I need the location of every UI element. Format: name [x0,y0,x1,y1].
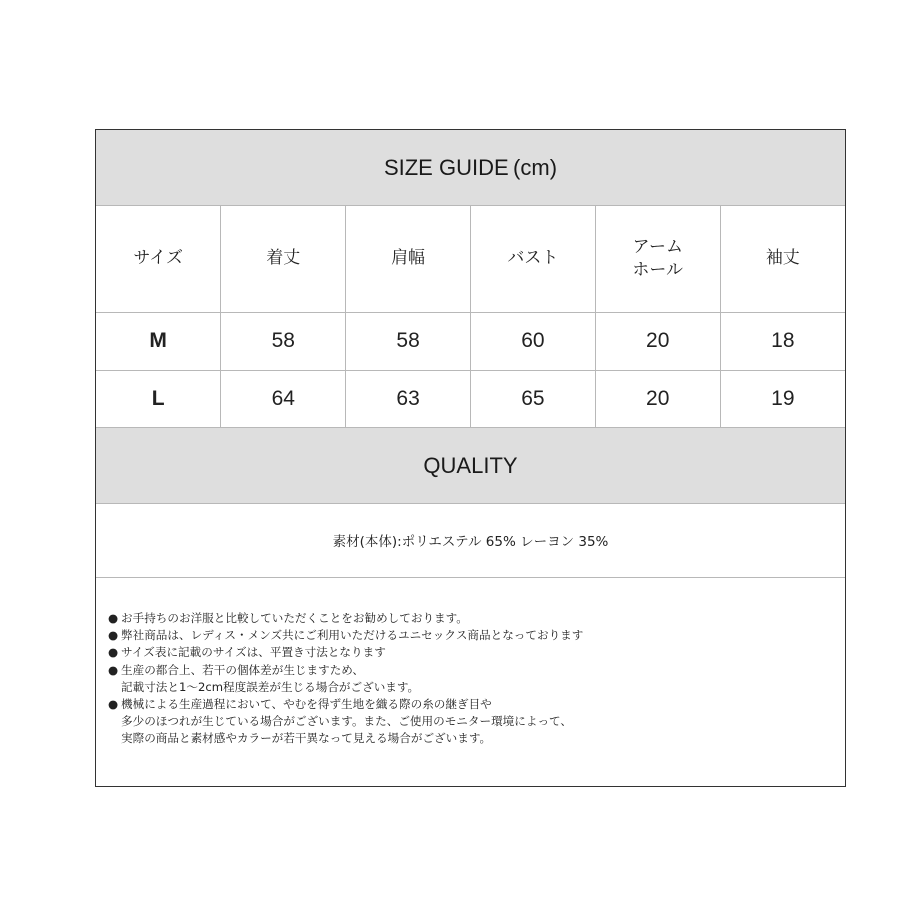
header-cell-length: 着丈 [221,205,346,313]
bullet-icon: ● [108,697,119,712]
notes-list [108,610,828,748]
value-cell: 20 [595,313,720,371]
quality-title: QUALITY [96,427,845,504]
value-cell: 18 [720,313,845,371]
material-composition: 素材(本体):ポリエステル 65% レーヨン 35% [96,503,845,578]
size-row-l [96,370,845,427]
value-cell: 58 [346,313,471,371]
size-table-header-row [96,205,845,313]
header-cell-size: サイズ [96,205,221,313]
note-item: ● 機械による生産過程において、やむを得ず生地を織る際の糸の継ぎ目や 多少のほつれが生じている場合がございます。また、ご使用のモニター環境によって、 実際の商品と素材感やカラーが若干異なって見える場合がございます。 [108,697,572,746]
bullet-icon: ● [108,611,119,625]
note-item: ● 生産の都合上、若干の個体差が生じますため、 記載寸法と1～2cm程度誤差が生じる場合がございます。 [108,662,420,694]
bullet-icon: ● [108,645,119,660]
note-item: ● お手持ちのお洋服と比較していただくことをお勧めしております。 [108,610,828,627]
value-cell: 20 [595,370,720,427]
value-cell: 65 [470,370,595,427]
value-cell: 63 [346,370,471,427]
value-cell: 60 [470,313,595,371]
header-cell-shoulder: 肩幅 [346,205,471,313]
value-cell: 19 [771,386,795,410]
bullet-icon: ● [108,628,119,643]
size-table [96,205,845,427]
header-cell-sleeve: 袖丈 [720,205,845,313]
bullet-icon: ● [108,662,119,677]
value-cell: 64 [221,370,346,427]
size-label: L [96,370,221,427]
note-item: ● 弊社商品は、レディス・メンズ共にご利用いただけるユニセックス商品となっております [108,627,828,644]
size-guide-card [95,129,846,787]
header-cell-armhole: アーム ホール [595,205,720,313]
size-guide-title: SIZE GUIDE (cm) [96,130,845,206]
header-cell-bust: バスト [470,205,595,313]
note-item: ● サイズ表に記載のサイズは、平置き寸法となります [108,644,828,661]
value-cell: 58 [221,313,346,371]
size-row-m [96,313,845,371]
size-label: M [96,313,221,371]
